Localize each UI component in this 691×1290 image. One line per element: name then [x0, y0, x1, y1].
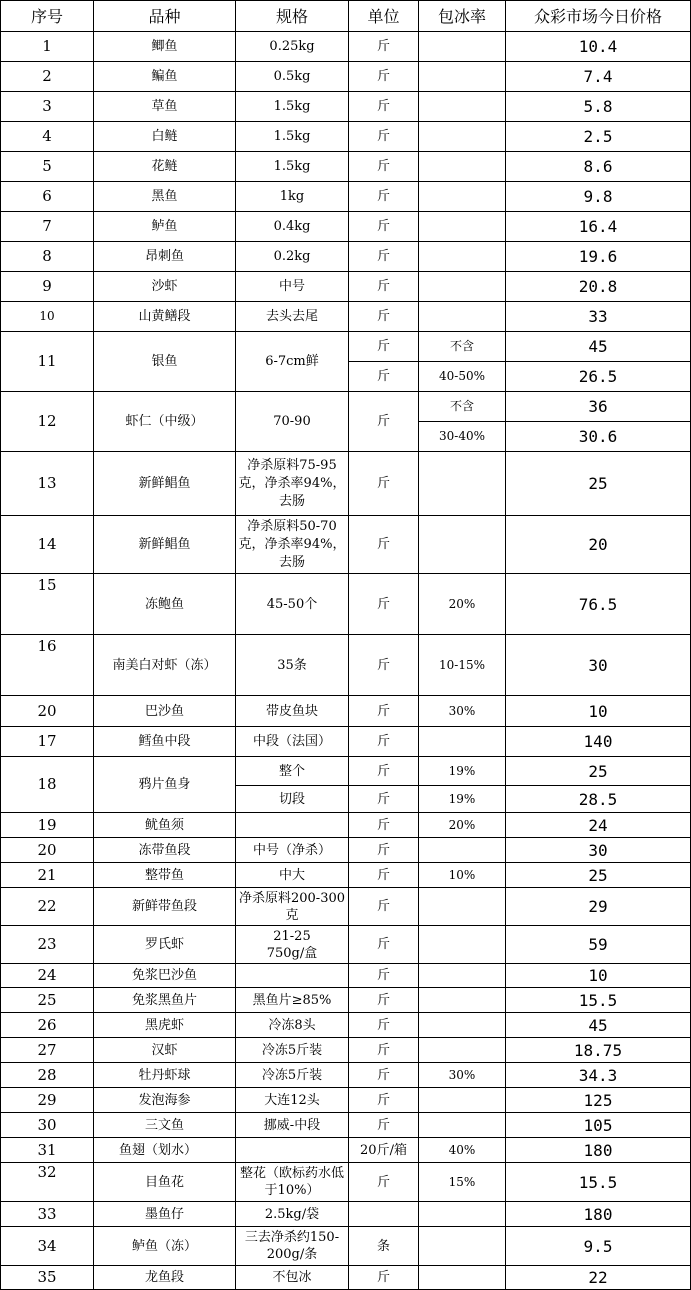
cell-spec: 2.5kg/袋: [236, 1202, 349, 1227]
table-row: [1, 302, 691, 332]
cell-name: 龙鱼段: [94, 1266, 236, 1290]
cell-no: 3: [1, 92, 94, 122]
cell-unit: 斤: [349, 152, 419, 182]
cell-price: 36: [506, 392, 691, 422]
table-row: [1, 1138, 691, 1163]
table-row: [1, 757, 691, 786]
cell-no: 31: [1, 1138, 94, 1163]
table-row: [1, 1088, 691, 1113]
cell-unit: 斤: [349, 635, 419, 696]
cell-unit: 斤: [349, 926, 419, 964]
cell-spec: 中号（净杀）: [236, 838, 349, 863]
table-row: [1, 92, 691, 122]
cell-unit: 斤: [349, 242, 419, 272]
table-row: [1, 122, 691, 152]
cell-spec: 中大: [236, 863, 349, 888]
cell-unit: 斤: [349, 1113, 419, 1138]
cell-no: 8: [1, 242, 94, 272]
cell-name: 牡丹虾球: [94, 1063, 236, 1088]
cell-price: 5.8: [506, 92, 691, 122]
table-row: [1, 272, 691, 302]
cell-ice-rate: [419, 1113, 506, 1138]
cell-name: 鸦片鱼身: [94, 757, 236, 813]
cell-ice-rate: 20%: [419, 813, 506, 838]
cell-no: 10: [1, 302, 94, 332]
cell-price: 9.8: [506, 182, 691, 212]
cell-no: 5: [1, 152, 94, 182]
cell-unit: 斤: [349, 516, 419, 574]
cell-name: 银鱼: [94, 332, 236, 392]
table-row: [1, 332, 691, 362]
cell-unit: 斤: [349, 302, 419, 332]
table-row: [1, 926, 691, 964]
header-name: 品种: [94, 1, 236, 32]
header-spec: 规格: [236, 1, 349, 32]
cell-price: 33: [506, 302, 691, 332]
cell-spec: 整花（欧标药水低于10%）: [236, 1163, 349, 1202]
cell-unit: 斤: [349, 574, 419, 635]
header-unit: 单位: [349, 1, 419, 32]
cell-spec: 挪威-中段: [236, 1113, 349, 1138]
table-row: [1, 888, 691, 926]
table-row: [1, 182, 691, 212]
cell-ice-rate: [419, 452, 506, 516]
cell-price: 180: [506, 1202, 691, 1227]
table-row: [1, 1063, 691, 1088]
cell-price: 30.6: [506, 422, 691, 452]
cell-ice-rate: 30-40%: [419, 422, 506, 452]
cell-name: 南美白对虾（冻）: [94, 635, 236, 696]
cell-spec: 中段（法国）: [236, 727, 349, 757]
cell-no: 25: [1, 988, 94, 1013]
cell-price: 30: [506, 838, 691, 863]
cell-ice-rate: [419, 182, 506, 212]
cell-name: 汉虾: [94, 1038, 236, 1063]
table-row: [1, 988, 691, 1013]
header-no: 序号: [1, 1, 94, 32]
cell-name: 虾仁（中级）: [94, 392, 236, 452]
cell-no: 22: [1, 888, 94, 926]
table-row: [1, 574, 691, 635]
table-row: [1, 1113, 691, 1138]
cell-unit: 斤: [349, 757, 419, 786]
cell-unit: 斤: [349, 362, 419, 392]
cell-ice-rate: [419, 964, 506, 988]
cell-ice-rate: [419, 838, 506, 863]
cell-no: 33: [1, 1202, 94, 1227]
cell-ice-rate: [419, 122, 506, 152]
cell-price: 20: [506, 516, 691, 574]
cell-no: 12: [1, 392, 94, 452]
table-row: [1, 242, 691, 272]
cell-spec: 冷冻5斤装: [236, 1063, 349, 1088]
cell-ice-rate: 19%: [419, 786, 506, 813]
cell-spec: 不包冰: [236, 1266, 349, 1290]
cell-unit: 斤: [349, 392, 419, 452]
cell-no: 28: [1, 1063, 94, 1088]
cell-price: 24: [506, 813, 691, 838]
cell-price: 125: [506, 1088, 691, 1113]
table-row: [1, 838, 691, 863]
header-row: [1, 1, 691, 32]
cell-no: 32: [1, 1163, 94, 1202]
cell-spec: 6-7cm鲜: [236, 332, 349, 392]
cell-name: 免浆巴沙鱼: [94, 964, 236, 988]
table-row: [1, 452, 691, 516]
cell-name: 巴沙鱼: [94, 696, 236, 727]
table-row: [1, 635, 691, 696]
cell-spec: 0.25kg: [236, 32, 349, 62]
cell-ice-rate: 20%: [419, 574, 506, 635]
cell-no: 29: [1, 1088, 94, 1113]
cell-name: 鳊鱼: [94, 62, 236, 92]
cell-unit: 斤: [349, 1266, 419, 1290]
cell-price: 19.6: [506, 242, 691, 272]
cell-spec: 整个: [236, 757, 349, 786]
cell-ice-rate: [419, 152, 506, 182]
cell-spec: 冷冻8头: [236, 1013, 349, 1038]
cell-no: 14: [1, 516, 94, 574]
cell-unit: 斤: [349, 1038, 419, 1063]
cell-ice-rate: 19%: [419, 757, 506, 786]
cell-unit: 斤: [349, 1088, 419, 1113]
cell-ice-rate: [419, 212, 506, 242]
cell-name: 鲈鱼（冻）: [94, 1227, 236, 1266]
cell-spec: [236, 813, 349, 838]
cell-spec: 三去净杀约150-200g/条: [236, 1227, 349, 1266]
cell-price: 140: [506, 727, 691, 757]
cell-price: 45: [506, 332, 691, 362]
cell-ice-rate: [419, 727, 506, 757]
cell-ice-rate: [419, 272, 506, 302]
cell-ice-rate: 40-50%: [419, 362, 506, 392]
cell-unit: 斤: [349, 786, 419, 813]
cell-spec: 1.5kg: [236, 122, 349, 152]
cell-name: 目鱼花: [94, 1163, 236, 1202]
cell-price: 105: [506, 1113, 691, 1138]
cell-unit: 斤: [349, 1013, 419, 1038]
cell-spec: 去头去尾: [236, 302, 349, 332]
cell-price: 34.3: [506, 1063, 691, 1088]
cell-unit: 斤: [349, 272, 419, 302]
cell-unit: 斤: [349, 1163, 419, 1202]
cell-price: 18.75: [506, 1038, 691, 1063]
cell-price: 30: [506, 635, 691, 696]
cell-spec: 净杀原料200-300克: [236, 888, 349, 926]
table-row: [1, 152, 691, 182]
cell-spec: 切段: [236, 786, 349, 813]
cell-spec: [236, 964, 349, 988]
cell-spec: 0.4kg: [236, 212, 349, 242]
table-row: [1, 727, 691, 757]
cell-price: 7.4: [506, 62, 691, 92]
cell-name: 鳕鱼中段: [94, 727, 236, 757]
cell-ice-rate: 10%: [419, 863, 506, 888]
cell-unit: 斤: [349, 696, 419, 727]
cell-name: 花鲢: [94, 152, 236, 182]
cell-price: 28.5: [506, 786, 691, 813]
cell-price: 180: [506, 1138, 691, 1163]
cell-no: 18: [1, 757, 94, 813]
header-price: 众彩市场今日价格: [506, 1, 691, 32]
cell-no: 11: [1, 332, 94, 392]
cell-spec: 1kg: [236, 182, 349, 212]
cell-spec: 0.5kg: [236, 62, 349, 92]
cell-no: 21: [1, 863, 94, 888]
cell-spec: 中号: [236, 272, 349, 302]
cell-ice-rate: [419, 1013, 506, 1038]
table-row: [1, 32, 691, 62]
cell-ice-rate: [419, 62, 506, 92]
cell-name: 整带鱼: [94, 863, 236, 888]
table-row: [1, 62, 691, 92]
cell-price: 10: [506, 696, 691, 727]
cell-spec: 35条: [236, 635, 349, 696]
cell-unit: 斤: [349, 182, 419, 212]
cell-name: 罗氏虾: [94, 926, 236, 964]
cell-price: 20.8: [506, 272, 691, 302]
table-row: [1, 1163, 691, 1202]
cell-spec: 1.5kg: [236, 92, 349, 122]
cell-unit: 斤: [349, 32, 419, 62]
cell-price: 29: [506, 888, 691, 926]
cell-ice-rate: [419, 1038, 506, 1063]
cell-ice-rate: [419, 988, 506, 1013]
cell-spec: 21-25 750g/盒: [236, 926, 349, 964]
cell-no: 6: [1, 182, 94, 212]
cell-name: 新鲜鲳鱼: [94, 516, 236, 574]
cell-price: 25: [506, 757, 691, 786]
table-row: [1, 696, 691, 727]
cell-no: 20: [1, 838, 94, 863]
cell-ice-rate: [419, 516, 506, 574]
cell-name: 鲫鱼: [94, 32, 236, 62]
cell-ice-rate: [419, 1266, 506, 1290]
cell-ice-rate: 15%: [419, 1163, 506, 1202]
cell-price: 26.5: [506, 362, 691, 392]
cell-ice-rate: [419, 302, 506, 332]
cell-price: 15.5: [506, 1163, 691, 1202]
cell-ice-rate: [419, 926, 506, 964]
cell-ice-rate: 10-15%: [419, 635, 506, 696]
cell-price: 45: [506, 1013, 691, 1038]
cell-spec: 净杀原料75-95克，净杀率94%，去肠: [236, 452, 349, 516]
cell-spec: 70-90: [236, 392, 349, 452]
cell-name: 冻带鱼段: [94, 838, 236, 863]
cell-no: 24: [1, 964, 94, 988]
cell-ice-rate: [419, 1088, 506, 1113]
cell-unit: 20斤/箱: [349, 1138, 419, 1163]
cell-name: 冻鲍鱼: [94, 574, 236, 635]
cell-name: 三文鱼: [94, 1113, 236, 1138]
cell-name: 新鲜带鱼段: [94, 888, 236, 926]
cell-unit: 斤: [349, 838, 419, 863]
cell-spec: 带皮鱼块: [236, 696, 349, 727]
cell-name: 昂刺鱼: [94, 242, 236, 272]
cell-name: 草鱼: [94, 92, 236, 122]
cell-unit: 斤: [349, 1063, 419, 1088]
cell-ice-rate: [419, 242, 506, 272]
cell-no: 30: [1, 1113, 94, 1138]
cell-price: 25: [506, 452, 691, 516]
cell-name: 鱼翅（划水）: [94, 1138, 236, 1163]
cell-no: 17: [1, 727, 94, 757]
cell-unit: 斤: [349, 452, 419, 516]
cell-no: 27: [1, 1038, 94, 1063]
cell-spec: 大连12头: [236, 1088, 349, 1113]
cell-unit: 斤: [349, 727, 419, 757]
cell-name: 发泡海参: [94, 1088, 236, 1113]
cell-spec: 0.2kg: [236, 242, 349, 272]
cell-price: 10.4: [506, 32, 691, 62]
cell-ice-rate: 不含: [419, 332, 506, 362]
cell-name: 鲈鱼: [94, 212, 236, 242]
cell-no: 16: [1, 635, 94, 696]
cell-price: 10: [506, 964, 691, 988]
cell-ice-rate: 30%: [419, 696, 506, 727]
cell-no: 2: [1, 62, 94, 92]
cell-no: 4: [1, 122, 94, 152]
table-row: [1, 1013, 691, 1038]
cell-ice-rate: 30%: [419, 1063, 506, 1088]
cell-name: 免浆黑鱼片: [94, 988, 236, 1013]
header-ice-rate: 包冰率: [419, 1, 506, 32]
cell-name: 鱿鱼须: [94, 813, 236, 838]
table-row: [1, 212, 691, 242]
cell-unit: 斤: [349, 332, 419, 362]
cell-spec: 1.5kg: [236, 152, 349, 182]
cell-unit: 斤: [349, 888, 419, 926]
cell-name: 墨鱼仔: [94, 1202, 236, 1227]
cell-unit: 条: [349, 1227, 419, 1266]
cell-unit: 斤: [349, 964, 419, 988]
cell-ice-rate: [419, 1202, 506, 1227]
cell-no: 15: [1, 574, 94, 635]
cell-unit: 斤: [349, 813, 419, 838]
cell-ice-rate: [419, 888, 506, 926]
cell-unit: 斤: [349, 863, 419, 888]
cell-no: 19: [1, 813, 94, 838]
cell-ice-rate: [419, 92, 506, 122]
cell-no: 9: [1, 272, 94, 302]
cell-no: 34: [1, 1227, 94, 1266]
table-row: [1, 392, 691, 422]
cell-price: 25: [506, 863, 691, 888]
cell-spec: [236, 1138, 349, 1163]
cell-name: 黑鱼: [94, 182, 236, 212]
cell-price: 59: [506, 926, 691, 964]
cell-spec: 冷冻5斤装: [236, 1038, 349, 1063]
cell-ice-rate: [419, 32, 506, 62]
cell-unit: 斤: [349, 122, 419, 152]
cell-spec: 45-50个: [236, 574, 349, 635]
cell-price: 15.5: [506, 988, 691, 1013]
cell-unit: 斤: [349, 92, 419, 122]
cell-spec: 黑鱼片≥85%: [236, 988, 349, 1013]
cell-price: 22: [506, 1266, 691, 1290]
cell-no: 23: [1, 926, 94, 964]
cell-no: 26: [1, 1013, 94, 1038]
table-row: [1, 964, 691, 988]
cell-unit: 斤: [349, 988, 419, 1013]
cell-no: 13: [1, 452, 94, 516]
cell-name: 黑虎虾: [94, 1013, 236, 1038]
cell-ice-rate: 40%: [419, 1138, 506, 1163]
cell-spec: 净杀原料50-70克，净杀率94%，去肠: [236, 516, 349, 574]
cell-name: 白鲢: [94, 122, 236, 152]
cell-no: 35: [1, 1266, 94, 1290]
cell-no: 7: [1, 212, 94, 242]
table-row: [1, 1038, 691, 1063]
cell-price: 16.4: [506, 212, 691, 242]
cell-no: 20: [1, 696, 94, 727]
cell-ice-rate: [419, 1227, 506, 1266]
table-row: [1, 1227, 691, 1266]
table-row: [1, 1202, 691, 1227]
cell-unit: [349, 1202, 419, 1227]
cell-name: 山黄鳝段: [94, 302, 236, 332]
cell-price: 8.6: [506, 152, 691, 182]
table-row: [1, 813, 691, 838]
table-row: [1, 516, 691, 574]
table-row: [1, 863, 691, 888]
cell-ice-rate: 不含: [419, 392, 506, 422]
cell-price: 76.5: [506, 574, 691, 635]
table-row: [1, 1266, 691, 1290]
cell-unit: 斤: [349, 62, 419, 92]
cell-price: 2.5: [506, 122, 691, 152]
cell-name: 沙虾: [94, 272, 236, 302]
cell-price: 9.5: [506, 1227, 691, 1266]
cell-unit: 斤: [349, 212, 419, 242]
cell-no: 1: [1, 32, 94, 62]
cell-name: 新鲜鲳鱼: [94, 452, 236, 516]
